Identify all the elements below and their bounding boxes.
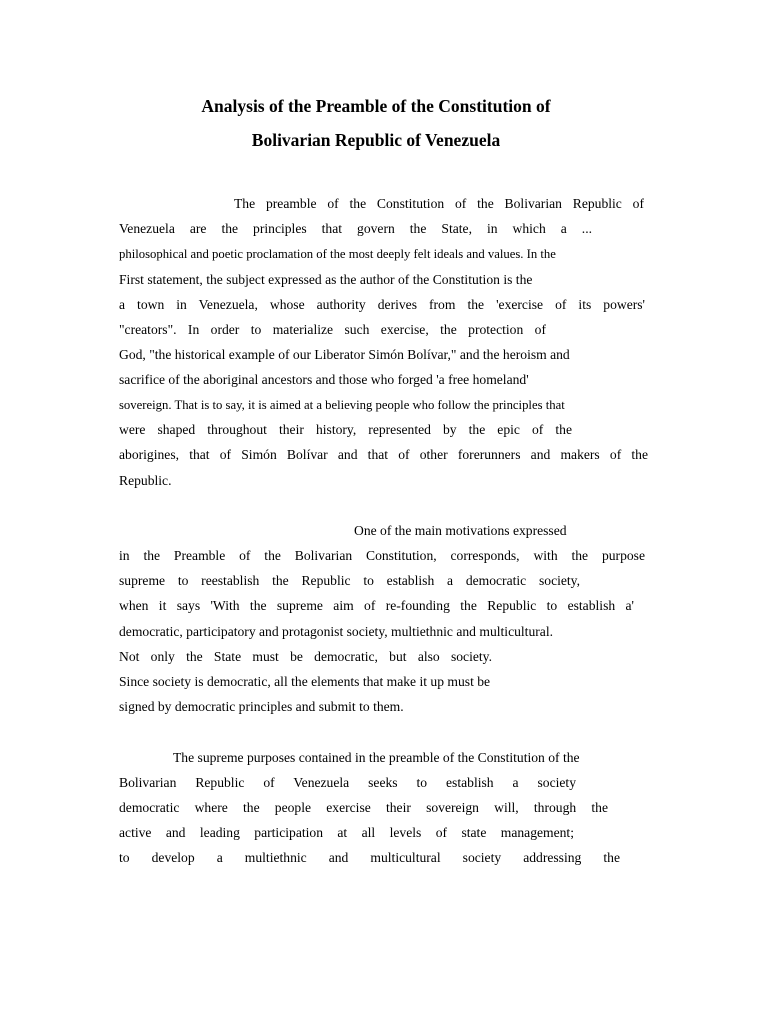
paragraph-3-line-4: active and leading participation at all levels of state management; xyxy=(119,825,574,840)
paragraph-1-line-1: The preamble of the Constitution of the Bolivarian Republic of xyxy=(234,196,644,211)
paragraph-1-line-9: sovereign. That is to say, it is aimed at a believing people who follow the principles that xyxy=(119,398,565,412)
paragraph-2-line-8: signed by democratic principles and submit to them. xyxy=(119,699,404,714)
paragraph-1-line-6: "creators". In order to materialize such exercise, the protection of xyxy=(119,322,546,337)
document-title-line-2: Bolivarian Republic of Venezuela xyxy=(251,130,501,150)
paragraph-1-line-12: Republic. xyxy=(119,473,172,488)
paragraph-1-line-10: were shaped throughout their history, represented by the epic of the xyxy=(119,422,572,437)
paragraph-2-line-2: in the Preamble of the Bolivarian Constitution, corresponds, with the purpose xyxy=(119,548,645,563)
paragraph-2-line-3: supreme to reestablish the Republic to establish a democratic society, xyxy=(119,573,580,588)
paragraph-1-line-7: God, "the historical example of our Liberator Simón Bolívar," and the heroism and xyxy=(119,347,570,362)
paragraph-1-line-4: First statement, the subject expressed as the author of the Constitution is the xyxy=(119,272,533,287)
document-title-line-1: Analysis of the Preamble of the Constitution of xyxy=(201,96,551,116)
paragraph-2-line-4: when it says 'With the supreme aim of re-founding the Republic to establish a' xyxy=(119,598,634,613)
paragraph-1-line-5: a town in Venezuela, whose authority derives from the 'exercise of its powers' xyxy=(119,297,645,312)
paragraph-2-line-5: democratic, participatory and protagonist society, multiethnic and multicultural. xyxy=(119,624,553,639)
paragraph-1-line-11: aborigines, that of Simón Bolívar and that of other forerunners and makers of the xyxy=(119,447,648,462)
paragraph-3-line-2: Bolivarian Republic of Venezuela seeks to establish a society xyxy=(119,775,576,790)
paragraph-3-line-3: democratic where the people exercise their sovereign will, through the xyxy=(119,800,608,815)
paragraph-2-line-7: Since society is democratic, all the elements that make it up must be xyxy=(119,674,491,689)
paragraph-1-line-8: sacrifice of the aboriginal ancestors and those who forged 'a free homeland' xyxy=(119,372,529,387)
paragraph-1-line-3: philosophical and poetic proclamation of the most deeply felt ideals and values. In the xyxy=(119,247,556,261)
paragraph-3-line-5: to develop a multiethnic and multicultural society addressing the xyxy=(119,850,620,865)
paragraph-2-line-6: Not only the State must be democratic, but also society. xyxy=(119,649,492,664)
paragraph-2-line-1: One of the main motivations expressed xyxy=(354,523,567,538)
paragraph-1-line-2: Venezuela are the principles that govern the State, in which a ... xyxy=(119,221,592,236)
paragraph-3-line-1: The supreme purposes contained in the preamble of the Constitution of the xyxy=(173,750,580,765)
